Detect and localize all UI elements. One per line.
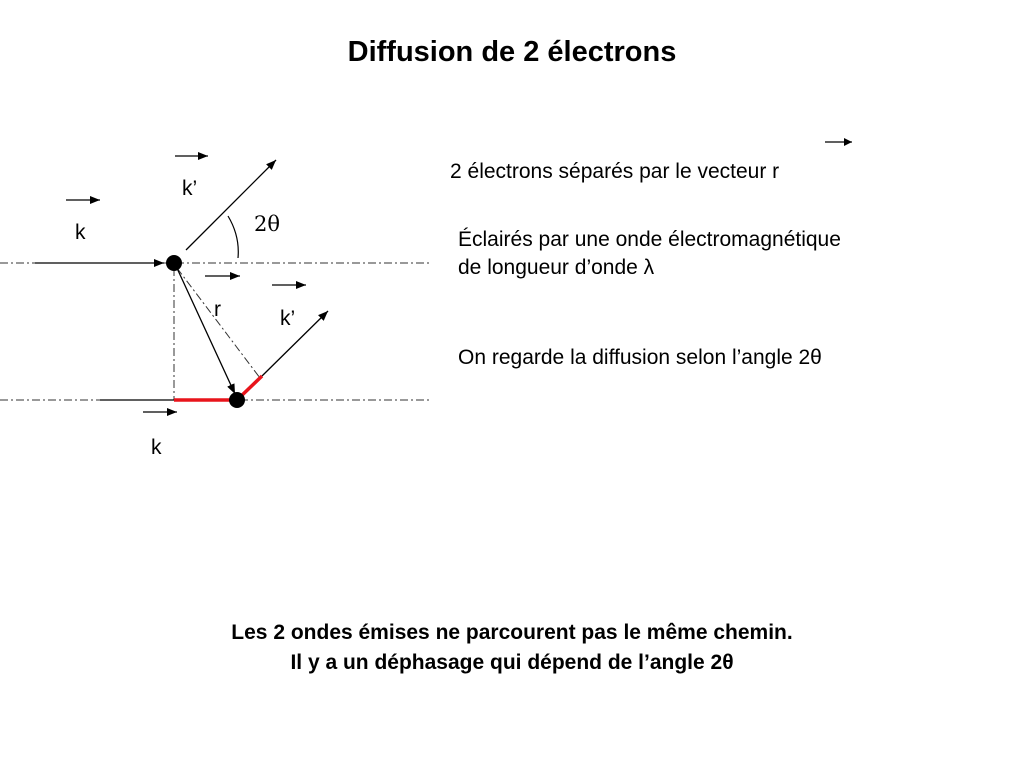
label-k-top: k: [75, 221, 86, 244]
r-vector: [176, 266, 235, 394]
scattered-ray-top: [186, 160, 276, 250]
vector-arrow-r-text: [824, 136, 854, 148]
angle-arc: [228, 216, 238, 258]
conclusion-line2: Il y a un déphasage qui dépend de l’angle 2θ: [290, 651, 734, 674]
electron-top: [166, 255, 182, 271]
label-kprime-mid: k’: [280, 307, 296, 330]
text-electrons-separated: 2 électrons séparés par le vecteur r: [450, 160, 780, 183]
electron-bottom: [229, 392, 245, 408]
label-r: r: [214, 298, 221, 321]
text-illuminated-line2: de longueur d’onde λ: [458, 256, 655, 279]
label-kprime-top: k’: [182, 177, 198, 200]
label-angle-2theta: 2θ: [254, 212, 281, 236]
conclusion-line1: Les 2 ondes émises ne parcourent pas le même chemin.: [231, 621, 793, 644]
perpendicular-dashdot-line: [177, 268, 260, 378]
text-scattering-angle: On regarde la diffusion selon l’angle 2θ: [458, 346, 822, 369]
text-illuminated-line1: Éclairés par une onde électromagnétique: [458, 228, 841, 251]
path-difference-highlight: [174, 376, 262, 400]
slide-title: Diffusion de 2 électrons: [347, 36, 677, 68]
label-k-bottom: k: [151, 436, 162, 459]
